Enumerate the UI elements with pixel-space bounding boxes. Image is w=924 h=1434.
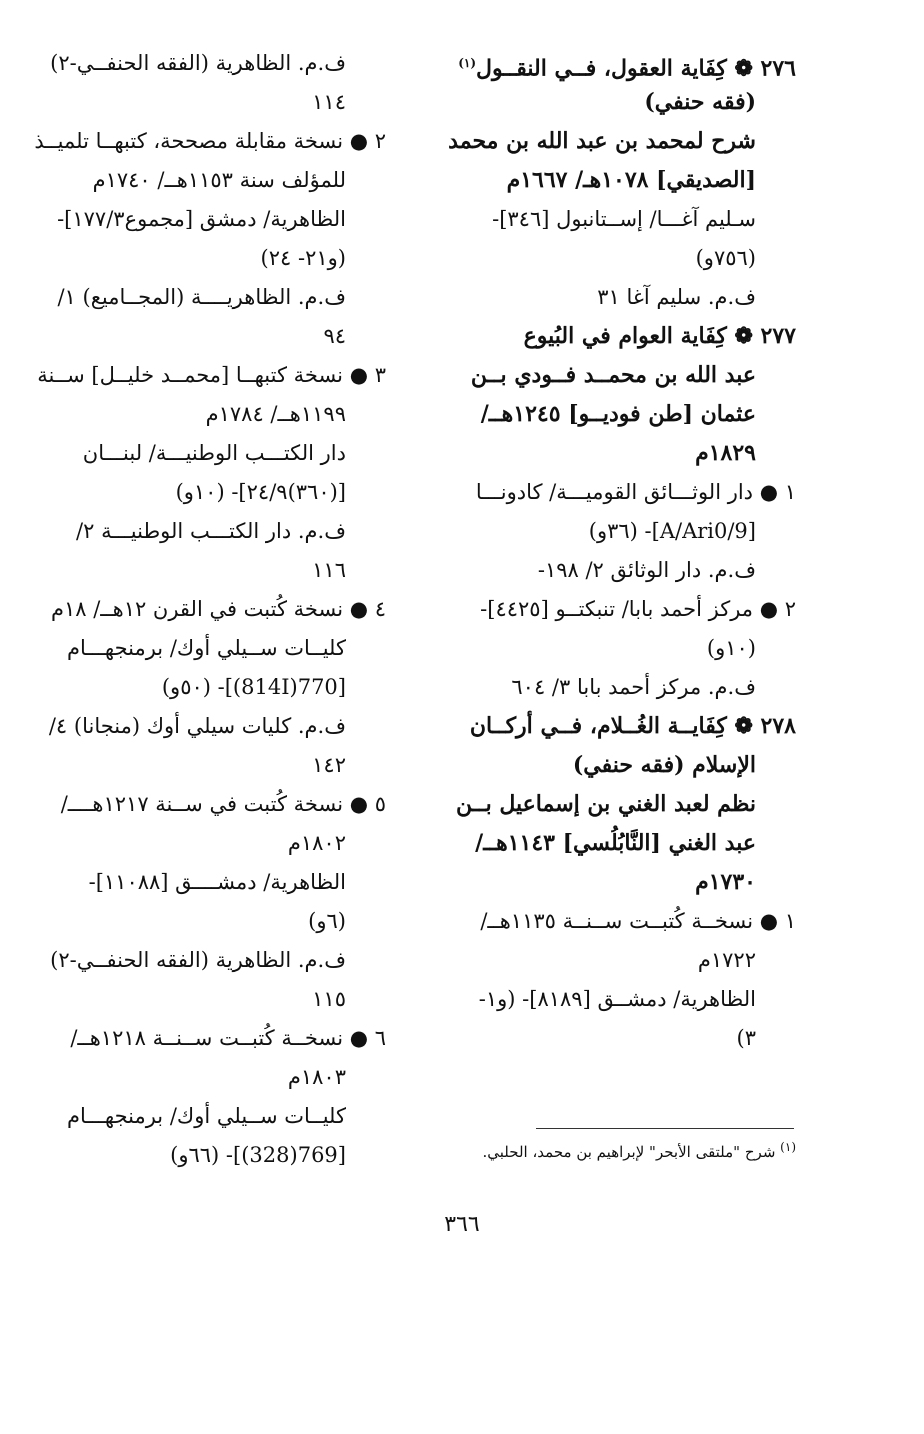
entry-276-copy-location: سـليم آغـــا/ إســتانبول [٣٤٦]- (492, 207, 756, 231)
entry-277-author-cont: عثمان [طن فوديــو] ١٢٤٥هــ/ (480, 401, 756, 427)
left-line: (و٢١- ٢٤) (260, 246, 346, 270)
left-line: [770(814I)]- (٥٠و) (161, 675, 346, 699)
entry-277-title: ٢٧٧ ❁ كِفَاية العوام في البُيوع (523, 323, 796, 349)
entry-278-title-cont: الإسلام (فقه حنفي) (572, 752, 756, 778)
left-line: ١١٩٩هــ/ ١٧٨٤م (205, 402, 346, 426)
left-line: الظاهرية/ دمشق [مجموع١٧٧/٣]- (57, 207, 346, 231)
entry-278-copy-1-date: ١٧٢٢م (697, 948, 756, 972)
footnote-text: شرح "ملتقى الأبحر" لإبراهيم بن محمد، الحلبي. (482, 1143, 776, 1161)
entry-277-copy-2-folios: (١٠و) (706, 636, 756, 660)
left-line: [769(328)]- (٦٦و) (170, 1143, 346, 1167)
footnote (483, 1140, 797, 1161)
entry-278-title: ٢٧٨ ❁ كِفَايــة الغُــلام، فــي أركــان (469, 713, 796, 739)
entry-278-copy-1: ١ ● نسخــة كُتبــت ســنــة ١١٣٥هــ/ (480, 909, 796, 933)
left-line: ١١٦ (312, 558, 346, 582)
left-line: ١٤٢ (312, 753, 346, 777)
left-line: ف.م. الظاهرية (الفقه الحنفــي-٢) (50, 948, 346, 972)
left-line: الظاهرية/ دمشــــق [١١٠٨٨]- (88, 870, 346, 894)
footnote-number: (١) (780, 1140, 796, 1154)
left-line: ١١٤ (312, 90, 346, 114)
entry-276-copy-folios: (٧٥٦و) (695, 246, 756, 270)
entry-276-author: شرح لمحمد بن عبد الله بن محمد (448, 128, 756, 154)
entry-277-author: عبد الله بن محمــد فــودي بــن (470, 362, 756, 388)
left-line: ٢ ● نسخة مقابلة مصححة، كتبهــا تلميــذ (34, 129, 386, 153)
entry-277-copy-1-shelfmark: [A/Ari0/9]- (٣٦و) (588, 519, 756, 543)
entry-277-copy-2-microfilm: ف.م. مركز أحمد بابا ٣/ ٦٠٤ (511, 675, 756, 699)
entry-276-subject: (فقه حنفي) (644, 89, 756, 115)
entry-278-author: نظم لعبد الغني بن إسماعيل بــن (455, 791, 756, 817)
left-line: ف.م. كليات سيلي أوك (منجانا) ٤/ (48, 714, 346, 738)
left-line: ٥ ● نسخة كُتبت في ســنة ١٢١٧هــــ/ (60, 792, 386, 816)
left-line: ٦ ● نسخــة كُتبــت ســنــة ١٢١٨هــ/ (70, 1026, 386, 1050)
left-line: كليــات ســيلي أوك/ برمنجهـــام (67, 1104, 346, 1128)
entry-277-copy-1: ١ ● دار الوثـــائق القوميـــة/ كادونـــا (475, 480, 796, 504)
right-column (442, 44, 796, 1058)
left-line: للمؤلف سنة ١١٥٣هــ/ ١٧٤٠م (92, 168, 346, 192)
entry-278-copy-1-folios: ٣) (736, 1026, 756, 1050)
left-line: ٤ ● نسخة كُتبت في القرن ١٢هــ/ ١٨م (50, 597, 386, 621)
left-line: ١١٥ (312, 987, 346, 1011)
left-line: ١٨٠٣م (287, 1065, 346, 1089)
left-line: ف.م. دار الكتـــب الوطنيـــة ٢/ (76, 519, 346, 543)
left-line: ف.م. الظاهريــــة (المجــاميع) ١/ (57, 285, 346, 309)
left-line: (٦و) (308, 909, 346, 933)
entry-278-author-date: ١٧٣٠م (695, 869, 756, 895)
entry-277-author-date: ١٨٢٩م (695, 440, 756, 466)
left-column (34, 44, 386, 1175)
page-number: ٣٦٦ (444, 1212, 480, 1237)
footnote-marker: (١) (458, 56, 477, 70)
left-line: ٩٤ (323, 324, 346, 348)
left-line: ٣ ● نسخة كتبهــا [محمــد خليــل] ســنة (37, 363, 386, 387)
left-line: ١٨٠٢م (287, 831, 346, 855)
left-line: كليــات ســيلي أوك/ برمنجهـــام (67, 636, 346, 660)
left-line: دار الكتـــب الوطنيـــة/ لبنـــان (82, 441, 346, 465)
entry-276-title: ٢٧٦ ❁ كِفَاية العقول، فــي النقــول$^{(١)}$ (458, 55, 796, 82)
entry-278-copy-1-location: الظاهرية/ دمشــق [٨١٨٩]- (و١- (478, 987, 756, 1011)
footnote-divider (536, 1128, 794, 1129)
entry-278-author-cont: عبد الغني [النَّابُلُسي] ١١٤٣هــ/ (475, 830, 756, 856)
left-line: [(٣٦٠)٢٤/٩]- (١٠و) (175, 480, 346, 504)
entry-277-copy-2: ٢ ● مركز أحمد بابا/ تنبكتــو [٤٤٢٥]- (480, 597, 796, 621)
left-line: ف.م. الظاهرية (الفقه الحنفــي-٢) (50, 51, 346, 75)
entry-277-copy-1-microfilm: ف.م. دار الوثائق ٢/ ١٩٨- (537, 558, 756, 582)
entry-276-microfilm: ف.م. سليم آغا ٣١ (597, 285, 756, 309)
entry-276-author-date: [الصديقي] ١٠٧٨هـ/ ١٦٦٧م (506, 167, 756, 193)
